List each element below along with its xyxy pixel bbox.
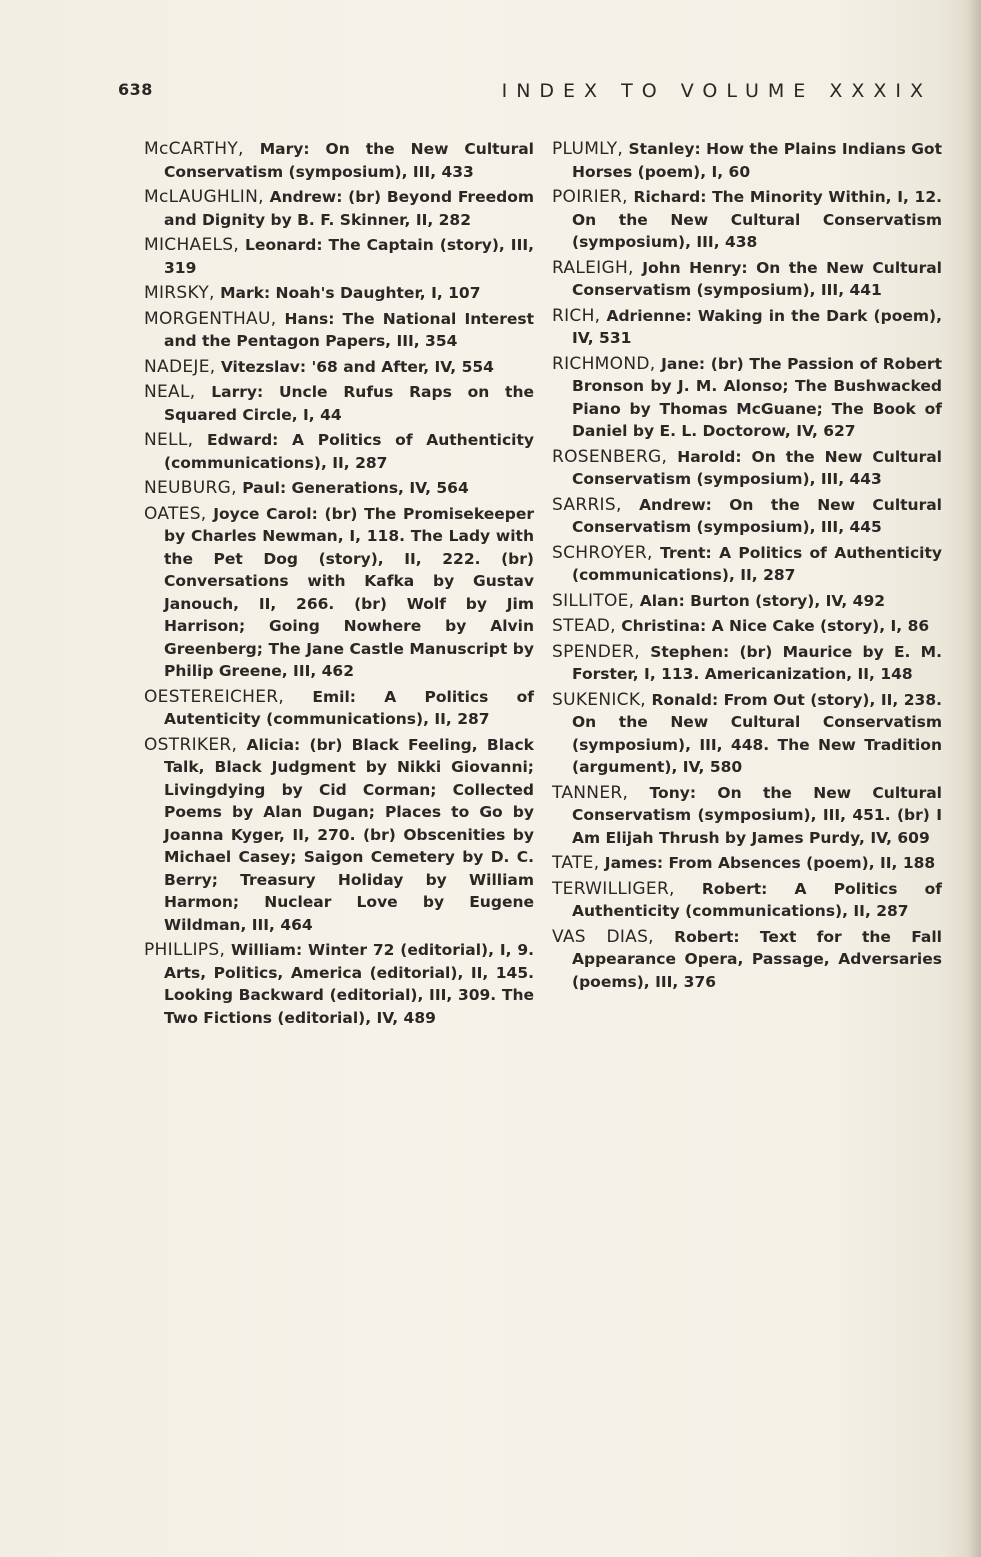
entry-text: Mark: Noah's Daughter, I, 107 [214, 284, 481, 302]
entry-text: Alan: Burton (story), IV, 492 [634, 591, 886, 610]
author-name: SARRIS, [552, 494, 622, 515]
author-name: McLAUGHLIN, [144, 187, 264, 207]
author-name: STEAD, [552, 616, 616, 636]
index-column-right [552, 138, 942, 996]
author-name: SCHROYER, [552, 542, 653, 563]
entry-text: Stephen: (br) Maurice by E. M. Forster, I, 113. Americanization, II, 148 [572, 642, 942, 683]
entry-text: Trent: A Politics of Authenticity (communications), II, 287 [572, 543, 942, 584]
index-entry [552, 878, 942, 923]
author-name: RICH, [552, 305, 601, 326]
entry-text: Joyce Carol: (br) The Promisekeeper by Charles Newman, I, 118. The Lady with the Pet Dog (story), II, 222. (br) Conversations with Kafka by Gustav Janouch, II, 266. (br) Wolf by Jim Harrison; Going Nowhere by Alvin Greenberg; The Jane Castle Manuscript by Philip Greene, III, 462 [164, 504, 534, 680]
entry-text: Alicia: (br) Black Feeling, Black Talk, Black Judgment by Nikki Giovanni; Livingdying by Cid Corman; Collected Poems by Alan Dugan; Places to Go by Joanna Kyger, II, 270. (br) Obscenities by Michael Casey; Saigon Cemetery by D. C. Berry; Treasury Holiday by William Harmon; Nuclear Love by Eugene Wildman, III, 464 [164, 735, 534, 934]
index-entry [144, 477, 534, 500]
author-name: ROSENBERG, [552, 446, 668, 467]
index-column-left [144, 138, 534, 1032]
index-entry [144, 503, 534, 683]
index-entry [552, 590, 942, 613]
index-entry [144, 734, 534, 937]
index-entry [144, 939, 534, 1029]
entry-text: Hans: The National Interest and the Pentagon Papers, III, 354 [164, 309, 534, 350]
entry-text: James: From Absences (poem), II, 188 [599, 854, 936, 872]
author-name: TANNER, [552, 782, 629, 803]
author-name: NADEJE, [144, 356, 216, 377]
author-name: TATE, [552, 853, 600, 873]
index-entry [144, 186, 534, 231]
entry-text: Ronald: From Out (story), II, 238. On the New Cultural Conservatism (symposium), III, 448. The New Tradition (argument), IV, 580 [572, 690, 942, 776]
author-name: NELL, [144, 430, 194, 450]
author-name: MORGENTHAU, [144, 308, 277, 329]
index-entry [144, 381, 534, 426]
index-entry [552, 852, 942, 875]
entry-text: Richard: The Minority Within, I, 12. On the New Cultural Conservatism (symposium), III, 438 [572, 188, 942, 251]
author-name: SILLITOE, [552, 590, 635, 611]
author-name: RICHMOND, [552, 353, 656, 374]
entry-text: Paul: Generations, IV, 564 [236, 479, 469, 497]
page-header [118, 80, 932, 106]
entry-text: Christina: A Nice Cake (story), I, 86 [615, 617, 930, 635]
index-entry [552, 494, 942, 539]
entry-text: Robert: Text for the Fall Appearance Opera, Passage, Adversaries (poems), III, 376 [572, 927, 942, 991]
entry-text: Vitezslav: '68 and After, IV, 554 [215, 357, 494, 376]
author-name: OESTEREICHER, [144, 686, 285, 707]
index-entry [552, 641, 942, 686]
entry-text: Robert: A Politics of Authenticity (communications), II, 287 [572, 879, 942, 920]
author-name: VAS DIAS, [552, 926, 654, 947]
index-entry [144, 138, 534, 183]
author-name: OSTRIKER, [144, 734, 238, 755]
index-entry [552, 542, 942, 587]
index-entry [552, 353, 942, 443]
author-name: NEAL, [144, 382, 196, 402]
index-entry [144, 686, 534, 731]
index-entry [552, 615, 942, 638]
running-head: INDEX TO VOLUME XXXIX [501, 80, 932, 102]
index-entry [552, 138, 942, 183]
index-entry [144, 308, 534, 353]
entry-text: John Henry: On the New Cultural Conservatism (symposium), III, 441 [572, 258, 942, 299]
index-entry [144, 356, 534, 379]
index-entry [552, 305, 942, 350]
entry-text: Andrew: (br) Beyond Freedom and Dignity by B. F. Skinner, II, 282 [164, 188, 534, 229]
entry-text: William: Winter 72 (editorial), I, 9. Arts, Politics, America (editorial), II, 145. Looking Backward (editorial), III, 309. The Two Fictions (editorial), IV, 489 [164, 941, 534, 1027]
index-entry [552, 186, 942, 254]
entry-text: Mary: On the New Cultural Conservatism (symposium), III, 433 [164, 140, 534, 181]
index-entry [552, 446, 942, 491]
index-entry [144, 429, 534, 474]
entry-text: Jane: (br) The Passion of Robert Bronson by J. M. Alonso; The Bushwacked Piano by Thomas McGuane; The Book of Daniel by E. L. Doctorow, IV, 627 [572, 354, 942, 440]
author-name: OATES, [144, 503, 207, 524]
entry-text: Edward: A Politics of Authenticity (communications), II, 287 [164, 431, 534, 472]
author-name: RALEIGH, [552, 257, 634, 278]
entry-text: Stanley: How the Plains Indians Got Horses (poem), I, 60 [572, 140, 942, 181]
entry-text: Andrew: On the New Cultural Conservatism (symposium), III, 445 [572, 495, 942, 536]
author-name: PHILLIPS, [144, 940, 226, 960]
author-name: SPENDER, [552, 641, 640, 662]
author-name: McCARTHY, [144, 139, 244, 159]
author-name: TERWILLIGER, [552, 878, 675, 899]
index-entry [144, 282, 534, 305]
entry-text: Leonard: The Captain (story), III, 319 [164, 236, 534, 277]
author-name: MIRSKY, [144, 283, 215, 303]
index-entry [552, 926, 942, 994]
author-name: POIRIER, [552, 187, 628, 207]
entry-text: Larry: Uncle Rufus Raps on the Squared Circle, I, 44 [164, 383, 534, 424]
author-name: SUKENICK, [552, 689, 646, 710]
index-entry [144, 234, 534, 279]
entry-text: Tony: On the New Cultural Conservatism (symposium), III, 451. (br) I Am Elijah Thrush by James Purdy, IV, 609 [572, 783, 942, 847]
index-entry [552, 782, 942, 850]
page-edge-shadow [967, 0, 981, 1557]
page-number: 638 [118, 80, 153, 99]
author-name: MICHAELS, [144, 235, 240, 255]
index-entry [552, 257, 942, 302]
entry-text: Emil: A Politics of Autenticity (communications), II, 287 [164, 687, 534, 728]
index-entry [552, 689, 942, 779]
entry-text: Adrienne: Waking in the Dark (poem), IV, 531 [572, 306, 942, 347]
author-name: PLUMLY, [552, 139, 624, 159]
entry-text: Harold: On the New Cultural Conservatism (symposium), III, 443 [572, 447, 942, 488]
author-name: NEUBURG, [144, 478, 237, 498]
